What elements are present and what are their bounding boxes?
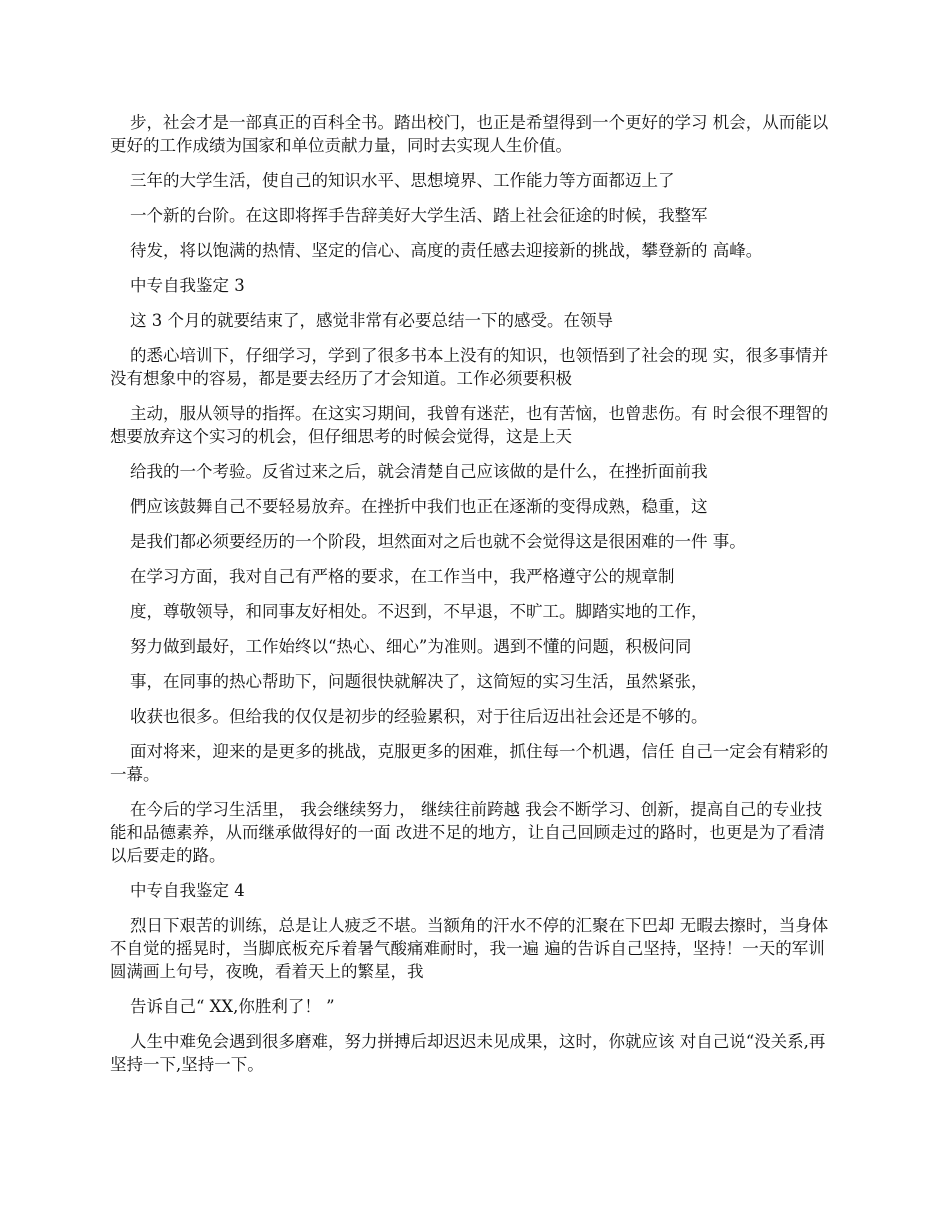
- paragraph: 的悉心培训下，仔细学习，学到了很多书本上没有的知识，也领悟到了社会的现 实，很多事情并没有想象中的容易，都是要去经历了才会知道。工作必须要积极: [110, 346, 829, 388]
- paragraph: 三年的大学生活，使自己的知识水平、思想境界、工作能力等方面都迈上了: [130, 171, 675, 190]
- paragraph: 人生中难免会遇到很多磨难，努力拼搏后却迟迟未见成果，这时，你就应该 对自己说“没关系,再坚持一下,坚持一下。: [110, 1032, 826, 1074]
- paragraph: 一个新的台阶。在这即将挥手告辞美好大学生活、踏上社会征途的时候，我整军: [130, 206, 708, 225]
- paragraph: 面对将来，迎来的是更多的挑战，克服更多的困难，抓住每一个机遇，信任 自己一定会有精彩的一幕。: [110, 742, 829, 784]
- document-body: [110, 111, 830, 1088]
- paragraph: 在今后的学习生活里， 我会继续努力， 继续往前跨越 我会不断学习、创新，提高自己的专业技能和品德素养，从而继承做得好的一面 改进不足的地方，让自己回顾走过的路时，也更是为了看清以后要走的路。: [110, 800, 825, 865]
- paragraph: 烈日下艰苦的训练，总是让人疲乏不堪。当额角的汗水不停的汇聚在下巴却 无暇去擦时，当身体不自觉的摇晃时，当脚底板充斥着暑气酸痛难耐时，我一遍 遍的告诉自己坚持，坚持！一天的军训圆满画上句号，夜晚，看着天上的繁星，我: [110, 916, 829, 981]
- paragraph: 待发，将以饱满的热情、坚定的信心、高度的责任感去迎接新的挑战，攀登新的 高峰。: [130, 241, 763, 260]
- section-heading: 中专自我鉴定 4: [130, 881, 245, 900]
- paragraph: 們应该鼓舞自己不要轻易放弃。在挫折中我们也正在逐渐的变得成熟，稳重，这: [130, 497, 708, 516]
- paragraph: 是我们都必须要经历的一个阶段，坦然面对之后也就不会觉得这是很困难的一件 事。: [130, 532, 746, 551]
- paragraph: 步，社会才是一部真正的百科全书。踏出校门，也正是希望得到一个更好的学习 机会，从而能以更好的工作成绩为国家和单位贡献力量，同时去实现人生价值。: [110, 113, 829, 155]
- paragraph: 努力做到最好，工作始终以“热心、细心”为准则。遇到不懂的问题，积极问同: [130, 637, 692, 656]
- paragraph: 收获也很多。但给我的仅仅是初步的经验累积，对于往后迈出社会还是不够的。: [130, 707, 708, 726]
- section-heading: 中专自我鉴定 3: [130, 276, 245, 295]
- paragraph: 告诉自己“ XX,你胜利了！ ”: [130, 997, 335, 1016]
- paragraph: 在学习方面，我对自己有严格的要求，在工作当中，我严格遵守公的规章制: [130, 567, 675, 586]
- paragraph: 事，在同事的热心帮助下，问题很快就解决了，这简短的实习生活，虽然紧张，: [130, 672, 708, 691]
- paragraph: 主动，服从领导的指挥。在这实习期间，我曾有迷茫，也有苦恼，也曾悲伤。有 时会很不理智的想要放弃这个实习的机会，但仔细思考的时候会觉得，这是上天: [110, 404, 829, 446]
- paragraph: 度，尊敬领导，和同事友好相处。不迟到，不早退，不旷工。脚踏实地的工作，: [130, 602, 708, 621]
- paragraph: 这 3 个月的就要结束了，感觉非常有必要总结一下的感受。在领导: [130, 311, 613, 330]
- paragraph: 给我的一个考验。反省过来之后，就会清楚自己应该做的是什么，在挫折面前我: [130, 462, 708, 481]
